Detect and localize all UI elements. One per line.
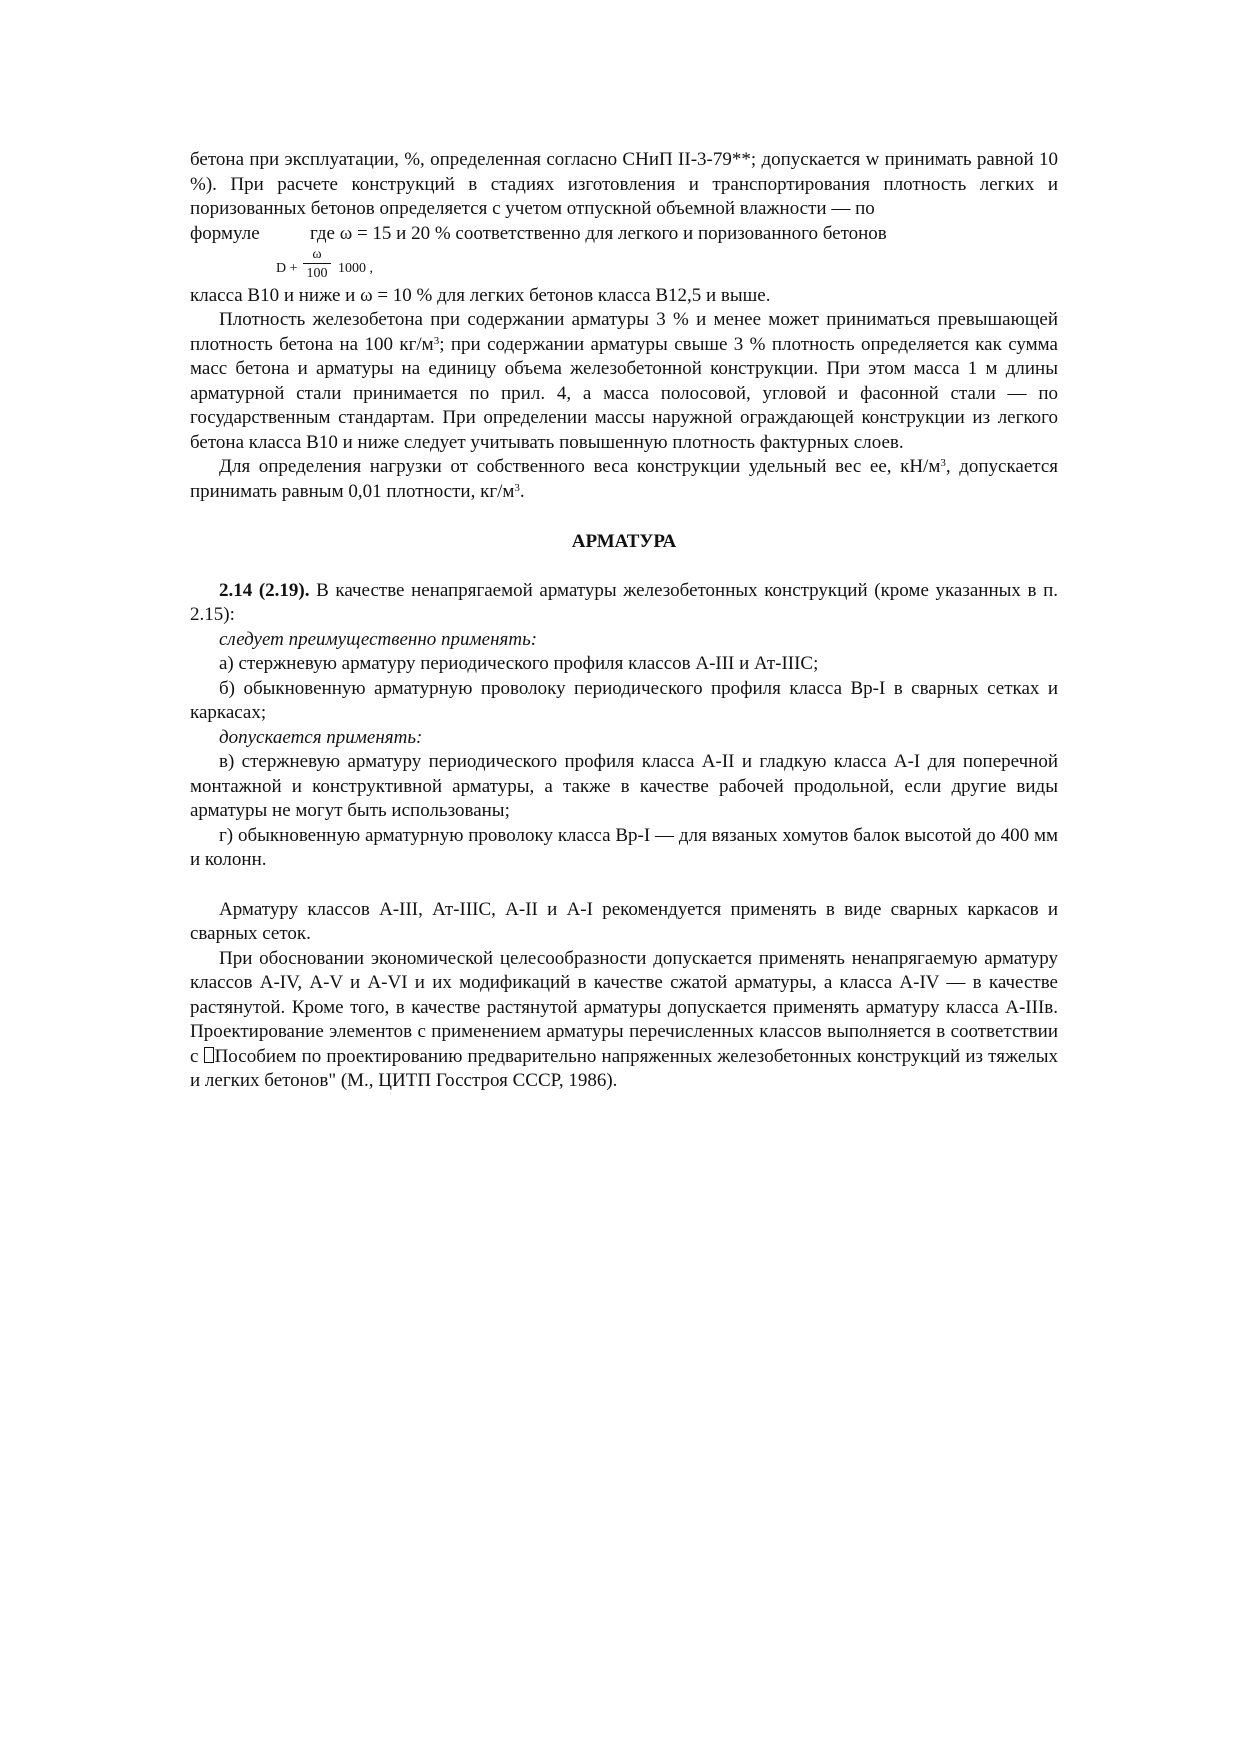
list-item-b: б) обыкновенную арматурную проволоку периодического профиля класса Вр-I в сварных сетках и каркасах; [190,677,1058,723]
document-page [190,148,1058,1094]
paragraph-text: Пособием по проектированию предварительно напряженных железобетонных конструкций из тяжелых и легких бетонов" (М., ЦИТП Госстроя СССР, 1986). [190,1045,1058,1091]
allowed-label [190,726,1058,751]
density-formula [276,248,396,284]
formula-d: D + [276,260,298,276]
paragraph-economic-justification [190,947,1058,1094]
superscript: 3 [514,481,520,494]
list-item-a: а) стержневую арматуру периодического профиля классов А-III и Ат-IIIС; [219,653,819,674]
spacer [190,873,1058,898]
section-number: 2.14 (2.19). [219,579,310,601]
paragraph-text: , допускается принимать равным 0,01 плотности, кг/м [190,456,1058,502]
italic-label: допускается применять: [219,726,423,748]
paragraph-text: . [519,480,525,502]
should-apply-label [190,628,1058,653]
paragraph-text: ; при содержании арматуры свыше 3 % плотность определяется как сумма масс бетона и арматуры на единицу объема железобетонной конструкции. При этом масса 1 м длины арматурной стали принимается по прил. 4, а масса полосовой, угловой и фасонной стали — по государственным стандартам. При определении массы наружной ограждающей конструкции из легкого бетона класса В10 и ниже следует учитывать повышенную плотность фактурных слоев. [190,333,1058,453]
paragraph-omega-note: класса В10 и ниже и ω = 10 % для легких бетонов класса В12,5 и выше. [190,284,771,306]
paragraph-text: Плотность железобетона при содержании арматуры 3 % и менее может приниматься превышающей плотность бетона на 100 кг/м [190,309,1058,355]
paragraph-text: При обосновании экономической целесообразности допускается применять ненапрягаемую арматуру классов А-IV, А-V и А-VI и их модификаций в качестве сжатой арматуры, а класса А-IV — в качестве растянутой. Кроме того, в качестве растянутой арматуры допускается применять арматуру класса А-IIIв. Проектирование элементов с применением арматуры перечисленных классов выполняется в соответствии с [190,947,1058,1067]
paragraph-text: бетона при эксплуатации, %, определенная согласно СНиП II-3-79**; допускается w принимать равной 10 %). При расчете конструкций в стадиях изготовления и транспортирования плотность легких и поризованных бетонов определяется с учетом отпускной объемной влажности — по [190,149,1058,219]
formula-lead-text: формуле [190,222,260,244]
italic-label: следует преимущественно применять: [219,628,538,650]
missing-glyph-icon [204,1047,214,1063]
paragraph-unit-weight [190,455,1058,504]
paragraph-section-intro [190,579,1058,628]
paragraph-concrete-density [190,148,1058,222]
paragraph-reinforced-density [190,308,1058,455]
superscript: 3 [940,457,946,469]
formula-fraction [303,248,331,281]
list-item-g: г) обыкновенную арматурную проволоку класса Вр-I — для вязаных хомутов балок высотой до 400 мм и колонн. [190,824,1058,870]
superscript: 3 [433,334,440,347]
formula-tail-text: где ω = 15 и 20 % соответственно для легкого и поризованного бетонов [310,222,887,244]
paragraph-text: В качестве ненапрягаемой арматуры железобетонных конструкций (кроме указанных в п. 2.15): [190,579,1058,625]
formula-rest: 1000 , [338,260,373,276]
list-item-v: в) стержневую арматуру периодического профиля класса А-II и гладкую класса А-I для поперечной монтажной и конструктивной арматуры, а также в качестве рабочей продольной, если другие виды арматуры не могут быть использованы; [190,751,1058,821]
formula-denominator: 100 [306,265,328,281]
paragraph-recommended-use: Арматуру классов А-III, Ат-IIIС, А-II и А-I рекомендуется применять в виде сварных каркасов и сварных сеток. [190,898,1058,944]
section-heading: АРМАТУРА [571,531,677,552]
formula-numerator: ω [303,248,331,264]
paragraph-text: Для определения нагрузки от собственного веса конструкции удельный вес ее, кН/м [219,456,941,477]
